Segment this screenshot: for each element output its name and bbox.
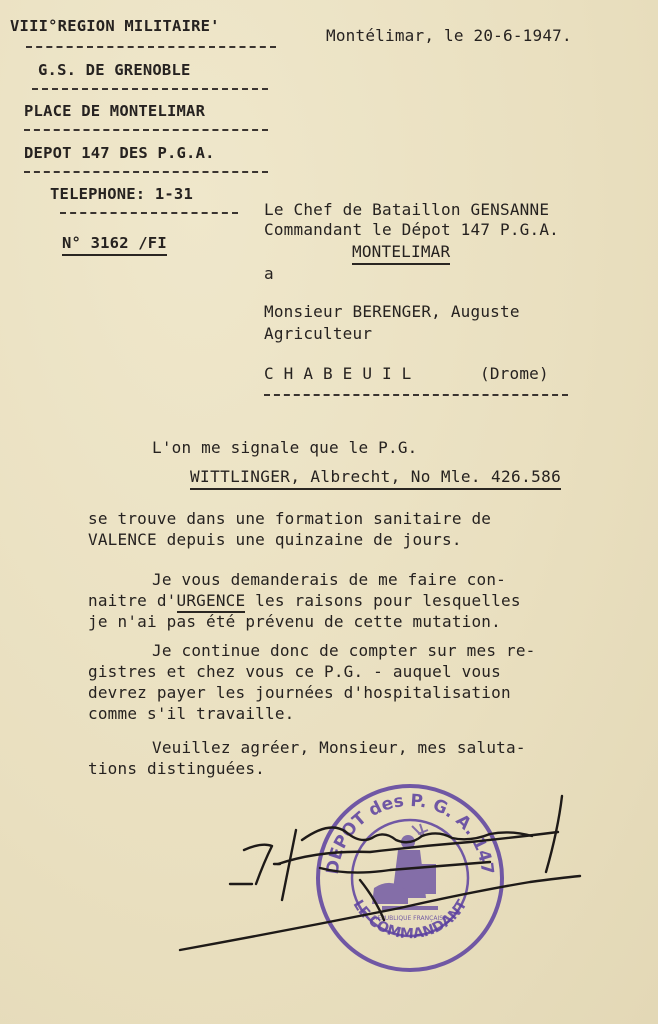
sender-city: MONTELIMAR — [352, 242, 450, 265]
letterhead-telephone: TELEPHONE: 1-31 — [50, 185, 193, 203]
body-line: tions distinguées. — [88, 759, 265, 778]
letterhead-place: PLACE DE MONTELIMAR — [24, 102, 206, 120]
divider — [32, 88, 268, 90]
body-line: VALENCE depuis une quinzaine de jours. — [88, 530, 462, 549]
divider — [24, 129, 268, 131]
recipient-name: Monsieur BERENGER, Auguste — [264, 302, 520, 321]
body-line: Je continue donc de compter sur mes re- — [152, 641, 536, 660]
reference-number: N° 3162 /FI — [62, 233, 167, 256]
stamp-bottom-text: LE COMMANDANT — [349, 897, 471, 943]
to-word: a — [264, 264, 274, 283]
body-line: Veuillez agréer, Monsieur, mes saluta- — [152, 738, 526, 757]
letterhead-depot: DEPOT 147 DES P.G.A. — [24, 144, 215, 162]
body-line: Je vous demanderais de me faire con- — [152, 570, 506, 589]
body-line: naitre d'URGENCE les raisons pour lesquelles — [88, 591, 521, 611]
stamp-inner-text: REPUBLIQUE FRANÇAISE — [373, 915, 447, 922]
recipient-town: C H A B E U I L — [264, 364, 412, 383]
body-line: se trouve dans une formation sanitaire de — [88, 509, 492, 528]
body-line: je n'ai pas été prévenu de cette mutation. — [88, 612, 501, 631]
recipient-profession: Agriculteur — [264, 324, 373, 343]
letterhead-region: VIII°REGION MILITAIRE' — [10, 17, 220, 35]
prisoner-name: WITTLINGER, Albrecht, No Mle. 426.586 — [190, 467, 561, 490]
sender-line-2: Commandant le Dépot 147 P.G.A. — [264, 220, 559, 239]
date-line: Montélimar, le 20-6-1947. — [326, 26, 572, 45]
divider — [60, 212, 238, 214]
body-line: gistres et chez vous ce P.G. - auquel vous — [88, 662, 501, 681]
sender-line-1: Le Chef de Bataillon GENSANNE — [264, 200, 550, 219]
urgence-word: URGENCE — [177, 591, 246, 613]
divider — [264, 394, 568, 396]
body-line: comme s'il travaille. — [88, 704, 295, 723]
stamp-top-text: DEPOT des P. G. A. 147 — [322, 790, 498, 876]
recipient-dept: (Drome) — [480, 364, 549, 383]
divider — [24, 171, 268, 173]
body-line: devrez payer les journées d'hospitalisation — [88, 683, 511, 702]
letterhead-gs: G.S. DE GRENOBLE — [38, 61, 191, 79]
handwritten-signature — [170, 780, 590, 960]
body-line: L'on me signale que le P.G. — [152, 438, 418, 457]
divider — [26, 46, 276, 48]
